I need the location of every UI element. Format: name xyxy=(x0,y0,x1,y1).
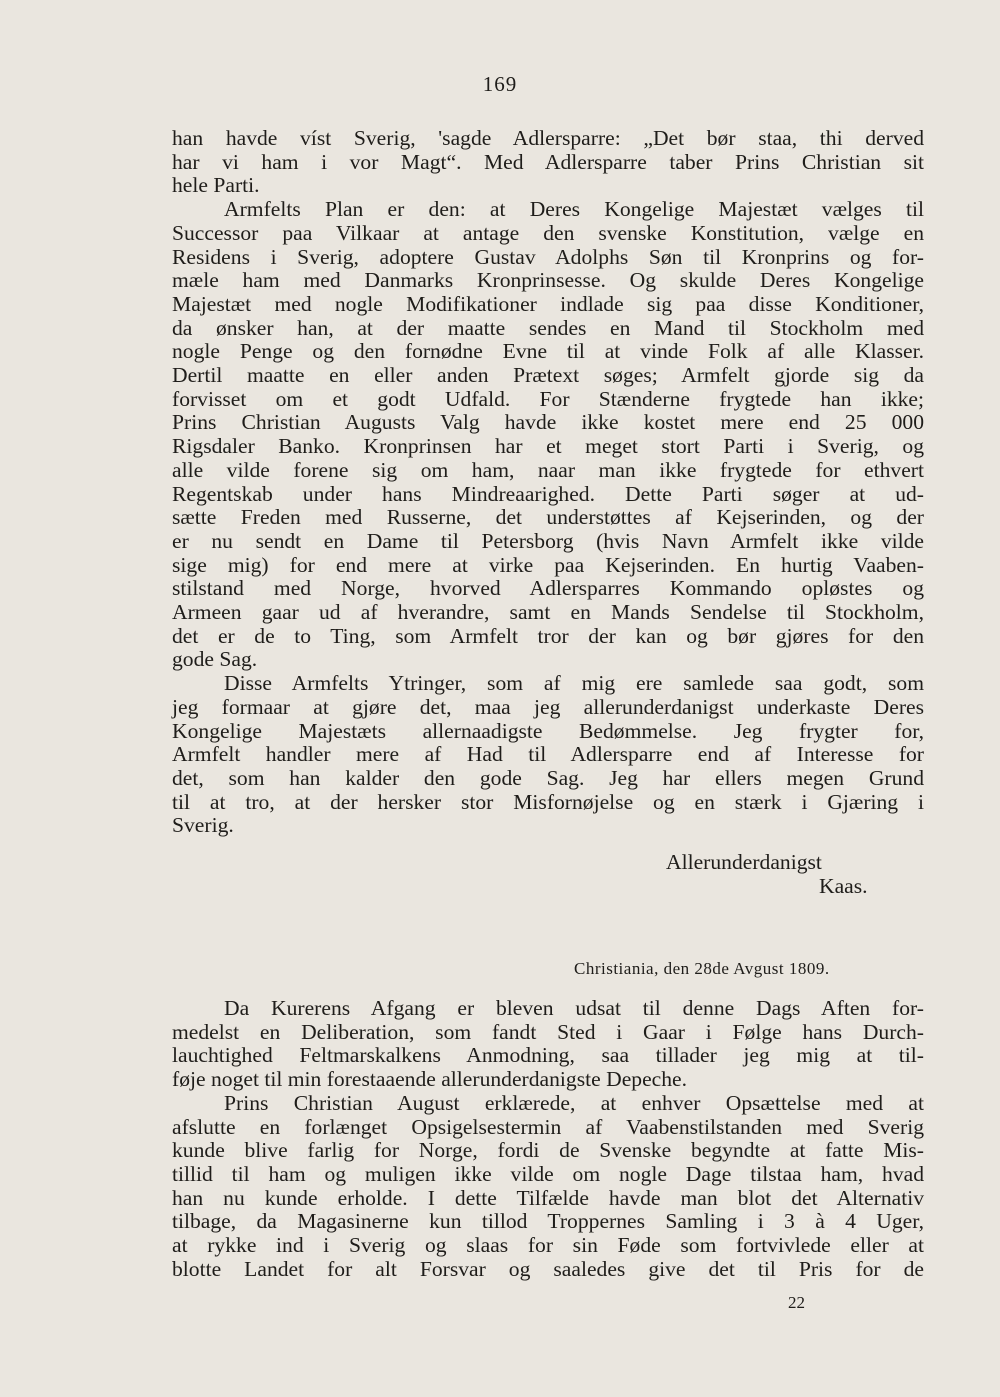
text-line: har vi ham i vor Magt“. Med Adlersparre taber Prins Christian sit xyxy=(172,149,924,174)
text-line: det, som han kalder den gode Sag. Jeg har ellers megen Grund xyxy=(172,765,924,790)
text-line: Armeen gaar ud af hverandre, samt en Mands Sendelse til Stockholm, xyxy=(172,600,924,625)
text-line: da ønsker han, at der maatte sendes en Mand til Stockholm med xyxy=(172,315,924,340)
text-line: sige mig) for end mere at virke paa Kejserinden. En hurtig Vaaben- xyxy=(172,552,924,577)
text-line: tillid til ham og muligen ikke vilde om nogle Dage tilstaa ham, hvad xyxy=(172,1161,924,1186)
text-line: han nu kunde erholde. I dette Tilfælde havde man blot det Alternativ xyxy=(172,1185,924,1210)
text-line: han havde víst Sverig, 'sagde Adlersparre: „Det bør staa, thi derved xyxy=(172,126,924,150)
text-line: Residens i Sverig, adoptere Gustav Adolphs Søn til Kronprins og for- xyxy=(172,244,924,269)
text-line: Successor paa Vilkaar at antage den svenske Konstitution, vælge en xyxy=(172,220,924,245)
text-block-letter xyxy=(172,127,924,838)
text-line: hele Parti. xyxy=(172,173,260,198)
text-line: er nu sendt en Dame til Petersborg (hvis Navn Armfelt ikke vilde xyxy=(172,528,924,553)
text-line: nogle Penge og den fornødne Evne til at vinde Folk af alle Klasser. xyxy=(172,339,924,364)
closing-signature: Kaas. xyxy=(819,874,868,898)
printer-signature-mark: 22 xyxy=(788,1293,805,1312)
text-line: mæle ham med Danmarks Kronprinsesse. Og skulde Deres Kongelige xyxy=(172,268,924,293)
text-line: tilbage, da Magasinerne kun tillod Troppernes Samling i 3 à 4 Uger, xyxy=(172,1209,924,1234)
text-line: det er de to Ting, som Armfelt tror der kan og bør gjøres for den xyxy=(172,623,924,648)
text-line: lauchtighed Feltmarskalkens Anmodning, saa tillader jeg mig at til- xyxy=(172,1043,924,1068)
text-line: at rykke ind i Sverig og slaas for sin Føde som fortvivlede eller at xyxy=(172,1233,924,1258)
text-line: forvisset om et godt Udfald. For Stænderne frygtede han ikke; xyxy=(172,386,924,411)
text-line: til at tro, at der hersker stor Misfornøjelse og en stærk i Gjæring i xyxy=(172,789,924,814)
text-line: Da Kurerens Afgang er bleven udsat til denne Dags Aften for- xyxy=(224,996,924,1020)
text-line: Sverig. xyxy=(172,813,234,838)
text-line: Majestæt med nogle Modifikationer indlade sig paa disse Konditioner, xyxy=(172,291,924,316)
text-line: Regentskab under hans Mindreaarighed. Dette Parti søger at ud- xyxy=(172,481,924,506)
text-line: kunde blive farlig for Norge, fordi de Svenske begyndte at fatte Mis- xyxy=(172,1138,924,1163)
text-line: stilstand med Norge, hvorved Adlersparres Kommando opløstes og xyxy=(172,576,924,601)
text-line: sætte Freden med Russerne, det understøttes af Kejserinden, og der xyxy=(172,505,924,530)
text-line: føje noget til min forestaaende allerunderdanigste Depeche. xyxy=(172,1067,688,1092)
text-line: alle vilde forene sig om ham, naar man ikke frygtede for ethvert xyxy=(172,457,924,482)
dateline: Christiania, den 28de Avgust 1809. xyxy=(574,959,830,978)
text-line: Prins Christian August erklærede, at enhver Opsættelse med at xyxy=(224,1090,924,1115)
text-line: Armfelt handler mere af Had til Adlersparre end af Interesse for xyxy=(172,742,924,767)
text-block-postscript xyxy=(172,997,924,1281)
text-line: afslutte en forlænget Opsigelsestermin af Vaabenstilstanden med Sverig xyxy=(172,1114,924,1139)
text-line: blotte Landet for alt Forsvar og saaledes give det til Pris for de xyxy=(172,1256,924,1281)
page-number: 169 xyxy=(482,72,518,96)
text-line: Kongelige Majestæts allernaadigste Bedømmelse. Jeg frygter for, xyxy=(172,718,924,743)
text-line: Rigsdaler Banko. Kronprinsen har et meget stort Parti i Sverig, og xyxy=(172,434,924,459)
text-line: gode Sag. xyxy=(172,647,258,672)
closing-salutation: Allerunderdanigst xyxy=(666,850,822,874)
text-line: Disse Armfelts Ytringer, som af mig ere samlede saa godt, som xyxy=(224,671,924,696)
text-line: Prins Christian Augusts Valg havde ikke kostet mere end 25 000 xyxy=(172,410,924,435)
text-line: Armfelts Plan er den: at Deres Kongelige Majestæt vælges til xyxy=(224,197,924,222)
text-line: Dertil maatte en eller anden Prætext søges; Armfelt gjorde sig da xyxy=(172,363,924,388)
text-line: medelst en Deliberation, som fandt Sted i Gaar i Følge hans Durch- xyxy=(172,1019,924,1044)
text-line: jeg formaar at gjøre det, maa jeg allerunderdanigst underkaste Deres xyxy=(172,694,924,719)
